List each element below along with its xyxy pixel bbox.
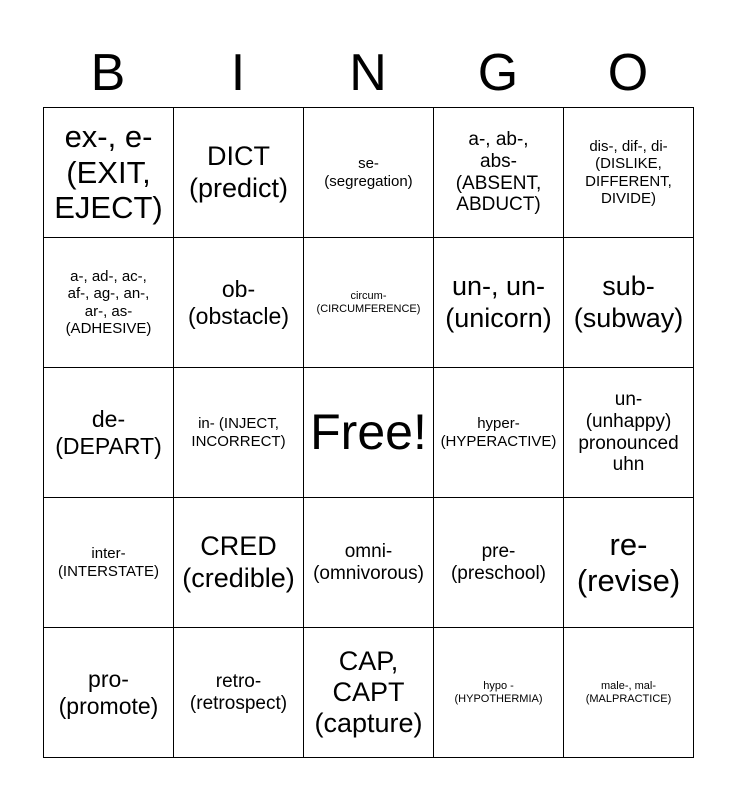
header-letter-b: B: [90, 44, 126, 102]
bingo-cell[interactable]: ex-, e- (EXIT, EJECT): [44, 108, 174, 238]
bingo-cell[interactable]: omni- (omnivorous): [304, 498, 434, 628]
bingo-cell[interactable]: male-, mal- (MALPRACTICE): [564, 628, 694, 758]
header-letter-g: G: [477, 44, 519, 102]
bingo-cell[interactable]: pre- (preschool): [434, 498, 564, 628]
bingo-cell[interactable]: de- (DEPART): [44, 368, 174, 498]
bingo-cell[interactable]: pro- (promote): [44, 628, 174, 758]
bingo-cell[interactable]: hyper- (HYPERACTIVE): [434, 368, 564, 498]
bingo-cell[interactable]: dis-, dif-, di- (DISLIKE, DIFFERENT, DIVIDE): [564, 108, 694, 238]
bingo-cell[interactable]: ob- (obstacle): [174, 238, 304, 368]
bingo-cell[interactable]: in- (INJECT, INCORRECT): [174, 368, 304, 498]
bingo-cell[interactable]: sub- (subway): [564, 238, 694, 368]
bingo-cell[interactable]: a-, ad-, ac-, af-, ag-, an-, ar-, as- (ADHESIVE): [44, 238, 174, 368]
bingo-header: [43, 40, 693, 106]
bingo-cell[interactable]: CAP, CAPT (capture): [304, 628, 434, 758]
free-space[interactable]: Free!: [304, 368, 434, 498]
bingo-cell[interactable]: CRED (credible): [174, 498, 304, 628]
bingo-card-grid: [43, 107, 694, 758]
bingo-cell[interactable]: un- (unhappy) pronounced uhn: [564, 368, 694, 498]
bingo-cell[interactable]: re- (revise): [564, 498, 694, 628]
bingo-cell[interactable]: DICT (predict): [174, 108, 304, 238]
bingo-cell[interactable]: retro- (retrospect): [174, 628, 304, 758]
bingo-cell[interactable]: inter- (INTERSTATE): [44, 498, 174, 628]
bingo-cell[interactable]: se- (segregation): [304, 108, 434, 238]
header-letter-n: N: [349, 44, 387, 102]
header-letter-o: O: [607, 44, 649, 102]
bingo-cell[interactable]: un-, un- (unicorn): [434, 238, 564, 368]
bingo-cell[interactable]: hypo - (HYPOTHERMIA): [434, 628, 564, 758]
bingo-cell[interactable]: circum- (CIRCUMFERENCE): [304, 238, 434, 368]
bingo-cell[interactable]: a-, ab-, abs- (ABSENT, ABDUCT): [434, 108, 564, 238]
header-letter-i: I: [230, 44, 246, 102]
